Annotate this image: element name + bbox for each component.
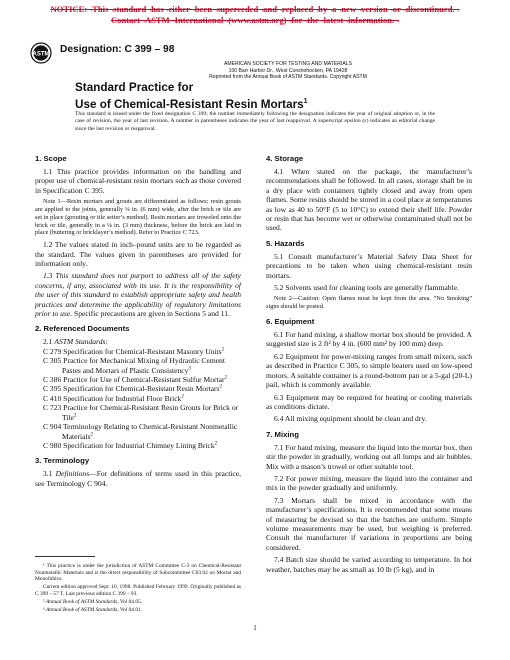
page-number: 1	[253, 624, 257, 632]
notice-line-1: NOTICE:¬This¬standard¬has¬either¬been¬superceded¬and¬replaced¬by¬a¬new¬version¬or¬discontinued.¬	[50, 4, 460, 14]
footnote-divider	[35, 556, 95, 557]
left-column	[35, 154, 241, 491]
paragraph-3-1: 3.1 Definitions—For definitions of terms used in this practice, see Terminology C 904.	[35, 469, 241, 488]
paragraph-6-1: 6.1 For hand mixing, a shallow mortar box should be provided. A suggested size is 2 ft² by 4 in. (600 mm² by 100 mm) deep.	[266, 330, 472, 349]
list-item: C 980 Specification for Industrial Chimney Lining Brick$^2$	[43, 440, 218, 450]
footnotes	[35, 556, 241, 615]
withdrawn-notice	[0, 4, 510, 26]
paragraph-1-3: 1.3 This standard does not purport to address all of the safety concerns, if any, associated with its use. It is the responsibility of the user of this standard to establish appropriate safety and health practices and determine the applicability of regulatory limitations prior to use. Specific precautions are given in Sections 5 and 11.	[35, 271, 241, 319]
astm-logo-icon	[30, 42, 52, 64]
svg-text:ASTM: ASTM	[32, 51, 50, 58]
list-item: C 723 Practice for Chemical-Resistant Resin Grouts for Brick or Tile$^2$	[43, 403, 239, 422]
list-item: C 395 Specification for Chemical-Resistant Resin Mortars$^2$	[43, 384, 222, 394]
designation-notice: This standard is issued under the fixed designation C 399; the number immediately following the designation indicates the year of original adoption or, in the case of revision, the year of last revision. A number in parentheses indicates the year of last reapproval. A superscript epsilon (ε) indicates an editorial change since the last revision or reapproval.	[75, 111, 435, 132]
footnote-1-edition: Current edition approved Sept. 10, 1998. Published February 1999. Originally published as C 399 – 57 T. Last previous edition C 399 – 93.	[35, 584, 241, 597]
paragraph-7-3: 7.3 Mortars shall be mixed in accordance with the manufacturer’s specifications. It is recommended that some means of measuring be devised so that the batches are uniform. Simple volume measurements may be used, but weighing is preferred. Consult the manufacturer if variations in proportions are being considered.	[266, 495, 472, 552]
list-item: C 386 Practice for Use of Chemical-Resistant Sulfur Mortar$^2$	[43, 375, 228, 385]
section-heading-hazards: 5. Hazards	[266, 238, 305, 248]
paragraph-6-2: 6.2 Equipment for power-mixing ranges from small mixers, such as described in Practice C 305, to simple beaters used on low-speed motors. A suitable container is a round-bottom pan or a 5-gal (20-L) pail, which is commonly available.	[266, 351, 472, 390]
paragraph-7-1: 7.1 For hand mixing, measure the liquid into the mortar box, then stir the powder in gradually, working out all lumps and air bubbles. Mix with a mason’s trowel or other suitable tool.	[266, 442, 472, 471]
society-name: AMERICAN SOCIETY FOR TESTING AND MATERIALS	[224, 61, 352, 67]
designation: Designation: C 399 – 98	[60, 44, 175, 55]
note-2: Note 2—Caution: Open flames must be kept from the area. “No Smoking” signs should be posted.	[266, 295, 472, 311]
society-address: 100 Barr Harbor Dr., West Conshohocken, PA 19428	[228, 67, 348, 74]
paragraph-1-2: 1.2 The values stated in inch–pound units are to be regarded as the standard. The values given in parentheses are provided for information only.	[35, 240, 241, 269]
section-heading-scope: 1. Scope	[35, 154, 67, 163]
paragraph-1-1: 1.1 This practice provides information on the handling and proper use of chemical-resistant resin mortars such as those covered in Specification C 395.	[35, 167, 241, 195]
document-title	[75, 81, 435, 112]
section-heading-terminology: 3. Terminology	[35, 456, 90, 466]
paragraph-5-1: 5.1 Consult manufacturer’s Material Safety Data Sheet for precautions to be taken when using chemical-resistant resin mortars.	[266, 251, 472, 280]
title-footnote-mark: 1	[303, 98, 308, 105]
paragraph-6-3: 6.3 Equipment may be required for heating or cooling materials as conditions dictate.	[266, 392, 472, 411]
right-column	[266, 154, 472, 577]
paragraph-6-4: 6.4 All mixing equipment should be clean and dry.	[274, 414, 427, 424]
list-item: C 410 Specification for Industrial Floor Brick$^2$	[43, 393, 184, 403]
list-item: C 279 Specification for Chemical-Resistant Masonry Units$^2$	[43, 346, 225, 356]
reference-list-intro: 2.1 ASTM Standards:	[43, 337, 108, 347]
reference-list	[35, 337, 241, 450]
reprint-notice: Reprinted from the Annual Book of ASTM Standards. Copyright ASTM	[209, 74, 367, 81]
list-item: C 904 Terminology Relating to Chemical-Resistant Nonmetallic Materials$^2$	[43, 422, 238, 441]
footnote-3: ³ Annual Book of ASTM Standards, Vol 04.01.	[43, 607, 143, 614]
notice-line-2: Contact¬ASTM¬International¬(www.astm.org)¬for¬the¬latest¬information.¬	[110, 15, 400, 25]
section-heading-equipment: 6. Equipment	[266, 317, 315, 327]
paragraph-5-2: 5.2 Solvents used for cleaning tools are generally flammable.	[274, 283, 459, 293]
section-heading-storage: 4. Storage	[266, 154, 304, 163]
title-line-1: Standard Practice for	[75, 81, 194, 94]
footnote-1: ¹ This practice is under the jurisdiction of ASTM Committee C-3 on Chemical-Resistant Nonmetallic Materials and is the direct responsibility of Subcommittee C03.02 on Mortar and Monolithics.	[35, 563, 241, 583]
paragraph-7-2: 7.2 For power mixing, measure the liquid into the container and mix in the powder gradually and uniformly.	[266, 473, 472, 493]
paragraph-7-4: 7.4 Batch size should be varied according to temperature. In hot weather, batches may be as small as 10 lb (5 kg), and in	[266, 555, 472, 574]
note-1: Note 1—Resin mortars and grouts are differentiated as follows: resin grouts are applied to the joints, generally ¼ in. (6 mm) wide, after the brick or tile are set in place (grouting or tile setter’s method). Resin mortars are troweled onto the brick or tile, generally in a ⅛ in. (3 mm) thickness, before the brick are laid in place (buttering or bricklayer’s method). Refer to Practice C 723.	[35, 198, 241, 237]
section-heading-referenced-documents: 2. Referenced Documents	[35, 324, 130, 334]
paragraph-4-1: 4.1 When stated on the package, the manufacturer’s recommendations shall be followed. In all cases, storage shall be in a dry place with containers tightly closed and away from open flames. Some resins should be stored in a cool place at temperatures as low as 40 to 50°F (5 to 10°C) to extend their shelf life. Powder or resin that has become wet or otherwise contaminated shall not be used.	[266, 167, 472, 233]
publisher-info	[158, 61, 418, 81]
footnote-2: ² Annual Book of ASTM Standards, Vol 04.05.	[43, 598, 143, 605]
list-item: C 305 Practice for Mechanical Mixing of Hydraulic Cement Pastes and Mortars of Plastic Consistency$^3$	[43, 356, 225, 375]
section-heading-mixing: 7. Mixing	[266, 429, 299, 439]
title-line-2: Use of Chemical-Resistant Resin Mortars$^1$	[75, 97, 308, 111]
